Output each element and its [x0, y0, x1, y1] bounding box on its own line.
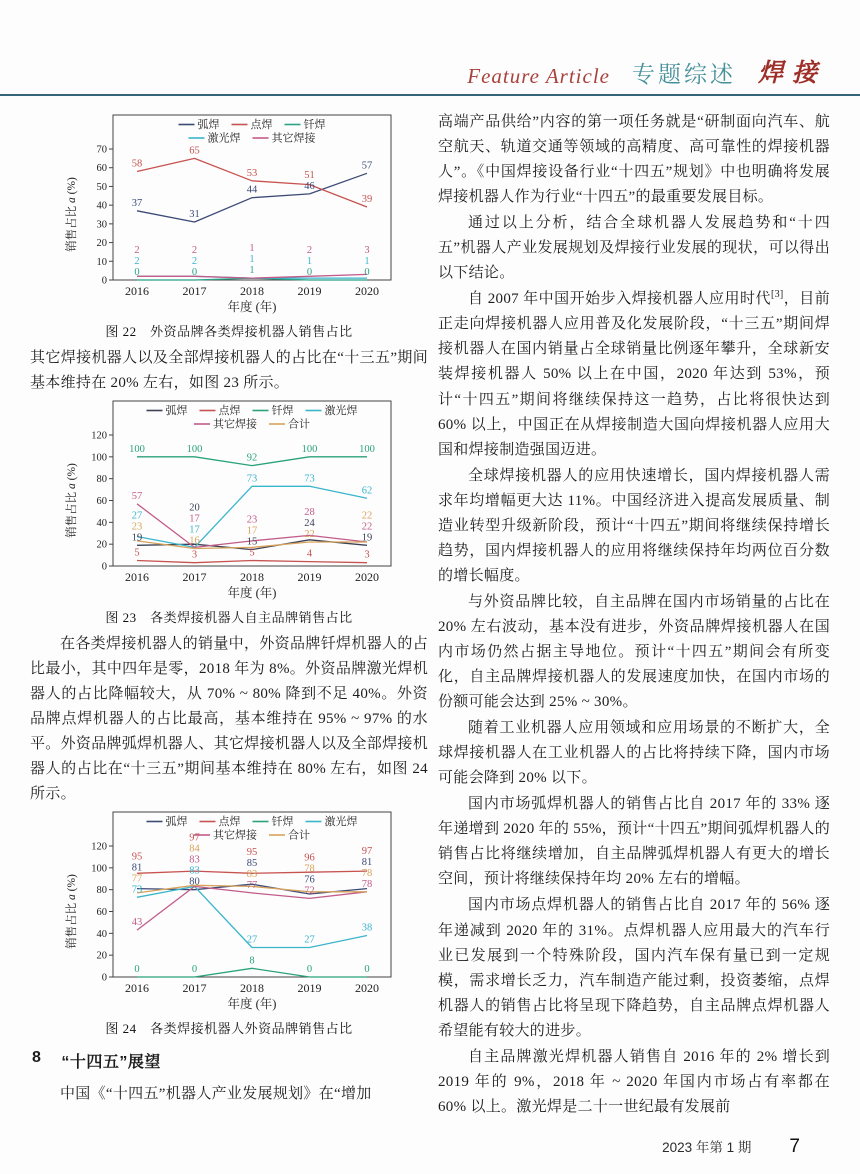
section-number: 8 [32, 1049, 42, 1067]
svg-text:2019: 2019 [297, 981, 322, 996]
svg-text:合计: 合计 [288, 418, 310, 431]
svg-text:57: 57 [361, 160, 373, 172]
svg-text:0: 0 [134, 267, 140, 278]
svg-text:0: 0 [306, 964, 313, 976]
svg-text:1: 1 [364, 256, 370, 267]
svg-text:2: 2 [306, 245, 313, 256]
svg-text:53: 53 [246, 167, 258, 179]
svg-text:1: 1 [249, 265, 255, 277]
svg-text:100: 100 [91, 863, 107, 875]
svg-text:2020: 2020 [355, 284, 379, 298]
svg-text:15: 15 [246, 536, 258, 548]
figure-22-caption: 图 22 外资品牌各类焊接机器人销售占比 [105, 324, 353, 339]
figure-23 [30, 398, 428, 626]
svg-text:77: 77 [246, 880, 258, 892]
svg-text:28: 28 [304, 507, 315, 519]
svg-text:100: 100 [359, 443, 375, 455]
citation-ref: [3] [770, 289, 784, 301]
svg-text:年度 (年): 年度 (年) [227, 586, 277, 601]
svg-text:点焊: 点焊 [218, 405, 241, 418]
svg-text:激光焊: 激光焊 [324, 816, 358, 829]
svg-text:22: 22 [361, 510, 373, 522]
svg-text:3: 3 [364, 245, 370, 256]
svg-text:100: 100 [129, 443, 145, 455]
svg-text:4: 4 [306, 548, 313, 560]
svg-text:81: 81 [131, 862, 143, 874]
svg-text:22: 22 [304, 529, 315, 541]
svg-text:2019: 2019 [297, 284, 322, 298]
svg-text:钎焊: 钎焊 [271, 816, 294, 829]
svg-text:17: 17 [189, 524, 200, 536]
svg-text:23: 23 [246, 514, 258, 526]
svg-text:65: 65 [189, 145, 200, 157]
svg-text:51: 51 [304, 169, 315, 181]
svg-text:19: 19 [361, 532, 373, 544]
svg-text:83: 83 [189, 866, 200, 878]
svg-text:100: 100 [301, 443, 318, 455]
svg-text:2016: 2016 [125, 284, 149, 298]
svg-text:16: 16 [189, 535, 200, 547]
svg-text:2016: 2016 [125, 981, 149, 996]
left-column [30, 110, 428, 1121]
svg-text:2020: 2020 [355, 570, 379, 585]
right-column [438, 110, 830, 1121]
svg-text:2: 2 [191, 245, 198, 256]
svg-text:120: 120 [91, 430, 107, 442]
svg-text:20: 20 [189, 502, 200, 514]
svg-text:5: 5 [249, 547, 255, 559]
paragraph: 国内市场弧焊机器人的销售占比自 2017 年的 33% 逐年递增到 2020 年的 55%，预计“十四五”期间弧焊机器人的销售占比将继续增加，自主品牌弧焊机器人有更大的增长空间，预计将继续保持年均 20% 左右的增幅。 [438, 796, 830, 888]
svg-text:弧焊: 弧焊 [165, 405, 188, 418]
paragraph [438, 287, 830, 462]
svg-text:0: 0 [191, 267, 198, 278]
paragraph: 与外资品牌比较，自主品牌在国内市场销量的占比在 20% 左右波动，基本没有进步，外资品牌焊接机器人在国内市场仍然占据主导地位。预计“十四五”期间会有所变化，自主品牌焊接机器人的发展速度加快，在国内市场的份额可能会达到 25% ~ 30%。 [438, 593, 830, 711]
paragraph: 随着工业机器人应用领域和应用场景的不断扩大，全球焊接机器人在工业机器人的占比将持续下降，国内市场可能会降到 20% 以下。 [438, 720, 830, 787]
svg-text:60: 60 [96, 496, 107, 508]
svg-text:57: 57 [131, 490, 143, 502]
svg-text:2016: 2016 [125, 570, 149, 585]
svg-text:95: 95 [131, 851, 143, 863]
svg-text:钎焊: 钎焊 [303, 119, 326, 131]
svg-text:97: 97 [189, 833, 200, 845]
svg-text:弧焊: 弧焊 [197, 119, 220, 131]
svg-text:80: 80 [96, 474, 107, 486]
svg-text:50: 50 [96, 181, 107, 193]
svg-text:73: 73 [304, 473, 315, 485]
page-content [0, 96, 860, 1121]
svg-text:2: 2 [134, 245, 140, 256]
svg-text:0: 0 [101, 275, 107, 287]
svg-text:10: 10 [96, 256, 107, 268]
svg-text:39: 39 [361, 194, 373, 205]
svg-text:72: 72 [304, 885, 315, 897]
svg-text:2018: 2018 [240, 284, 264, 298]
page-header [0, 0, 860, 96]
svg-text:17: 17 [246, 525, 258, 537]
issue-label: 2023 年第 1 期 [662, 1140, 752, 1155]
svg-text:弧焊: 弧焊 [165, 816, 188, 829]
svg-text:年度 (年): 年度 (年) [227, 300, 277, 314]
svg-text:销售占比 a (%): 销售占比 a (%) [66, 874, 78, 950]
svg-text:80: 80 [189, 877, 200, 889]
svg-text:2018: 2018 [240, 570, 264, 585]
svg-text:76: 76 [304, 874, 315, 886]
paragraph: 其它焊接机器人以及全部焊接机器人的占比在“十三五”期间基本维持在 20% 左右，如图 23 所示。 [30, 350, 428, 392]
svg-text:27: 27 [304, 934, 315, 946]
svg-text:24: 24 [304, 518, 315, 530]
svg-text:2017: 2017 [182, 284, 207, 298]
svg-text:2019: 2019 [297, 570, 322, 585]
svg-text:1: 1 [249, 243, 255, 255]
svg-text:1: 1 [306, 256, 313, 267]
svg-text:80: 80 [96, 885, 107, 897]
svg-text:3: 3 [364, 549, 370, 561]
svg-text:销售占比 a (%): 销售占比 a (%) [66, 463, 78, 538]
paragraph: 在各类焊接机器人的销量中，外资品牌钎焊机器人的占比最小，其中四年是零，2018 年为 8%。外资品牌激光焊机器人的占比降幅较大，从 70% ~ 80% 降到不足 40%。外资品牌点焊机器人的占比最高，基本维持在 95% ~ 97% 的水平。外资品牌弧焊机器人、其它焊接机器人以及全部焊接机器人的占比在“十三五”期间基本维持在 80% 左右，如图 24 所示。 [30, 636, 428, 803]
svg-text:78: 78 [361, 868, 373, 880]
svg-text:1: 1 [249, 254, 255, 266]
svg-text:70: 70 [96, 144, 107, 156]
svg-text:37: 37 [131, 197, 143, 209]
paragraph: 中国《“十四五”机器人产业发展规划》在“增加 [60, 1086, 372, 1103]
svg-text:100: 100 [186, 443, 203, 455]
svg-text:点焊: 点焊 [218, 816, 241, 829]
page-footer [662, 1136, 800, 1158]
svg-text:100: 100 [91, 452, 107, 464]
svg-text:年度 (年): 年度 (年) [227, 997, 277, 1012]
svg-text:85: 85 [246, 858, 258, 870]
svg-text:120: 120 [91, 841, 107, 853]
feature-article-label: Feature Article [467, 64, 610, 88]
chart-foreign-brand-share [63, 809, 395, 1015]
section-title: “十四五”展望 [61, 1054, 161, 1072]
svg-text:2020: 2020 [355, 981, 379, 996]
svg-text:95: 95 [246, 847, 258, 859]
svg-text:17: 17 [189, 513, 200, 525]
svg-text:0: 0 [306, 267, 313, 278]
svg-text:2017: 2017 [182, 570, 207, 585]
svg-text:27: 27 [131, 510, 143, 522]
svg-text:97: 97 [361, 846, 373, 858]
paragraph-text: ，目前正走向焊接机器人应用普及化发展阶段，“十三五”期间焊接机器人在国内销量占全球销量比例逐年攀升，全球新安装焊接机器人 50% 以上在中国，2020 年达到 53%，预计“十四五”期间将继续保持这一趋势，占比将很快达到 60% 以上，中国正在从焊接制造大国向焊接机器人应用大国和焊接制造强国迈进。 [438, 291, 830, 458]
paragraph: 通过以上分析，结合全球机器人发展趋势和“十四五”机器人产业发展规划及焊接行业发展的现状，可以得出以下结论。 [438, 215, 830, 282]
svg-text:84: 84 [189, 844, 200, 856]
svg-text:2017: 2017 [182, 981, 207, 996]
svg-text:60: 60 [96, 907, 107, 919]
svg-text:83: 83 [246, 869, 258, 881]
svg-text:0: 0 [101, 972, 107, 984]
section-heading [32, 1049, 428, 1072]
svg-text:0: 0 [191, 964, 198, 976]
svg-text:30: 30 [96, 219, 107, 231]
figure-23-caption: 图 23 各类焊接机器人自主品牌销售占比 [105, 610, 353, 626]
svg-text:19: 19 [131, 532, 143, 544]
svg-text:钎焊: 钎焊 [271, 405, 294, 418]
svg-text:2: 2 [191, 256, 198, 267]
svg-text:46: 46 [304, 180, 315, 192]
svg-text:合计: 合计 [288, 829, 310, 842]
paragraph: 国内市场点焊机器人的销售占比自 2017 年的 56% 逐年递减到 2020 年的 31%。点焊机器人应用最大的汽车行业已发展到一个特殊阶段，国内汽车保有量已到一定规模，需求增长乏力，汽车制造产能过剩，投资萎缩，点焊机器人的销售占比将呈现下降趋势，自主品牌点焊机器人希望能有较大的进步。 [438, 897, 830, 1039]
svg-text:43: 43 [131, 917, 143, 929]
svg-text:58: 58 [131, 158, 143, 170]
svg-text:8: 8 [249, 955, 255, 967]
svg-text:0: 0 [101, 561, 107, 573]
svg-text:点焊: 点焊 [250, 119, 273, 131]
svg-text:96: 96 [304, 852, 315, 864]
svg-text:81: 81 [361, 857, 373, 869]
svg-text:38: 38 [361, 922, 373, 934]
svg-text:62: 62 [361, 485, 373, 497]
svg-text:83: 83 [189, 855, 200, 867]
svg-text:其它焊接: 其它焊接 [213, 829, 257, 842]
svg-text:20: 20 [96, 238, 107, 250]
svg-text:60: 60 [96, 163, 107, 175]
svg-text:0: 0 [364, 267, 370, 278]
column-title: 专题综述 [631, 62, 736, 87]
journal-logo: 焊接 [757, 60, 826, 87]
svg-text:激光焊: 激光焊 [324, 405, 358, 418]
svg-text:40: 40 [96, 517, 107, 529]
svg-text:31: 31 [189, 209, 200, 220]
svg-text:销售占比 a (%): 销售占比 a (%) [66, 177, 78, 252]
svg-text:2018: 2018 [240, 981, 264, 996]
svg-text:40: 40 [96, 929, 107, 941]
svg-text:22: 22 [361, 521, 373, 533]
svg-text:92: 92 [246, 452, 258, 464]
svg-text:77: 77 [131, 873, 143, 885]
svg-text:20: 20 [96, 539, 107, 551]
svg-text:其它焊接: 其它焊接 [271, 132, 316, 145]
chart-foreign-brand-by-type [63, 112, 395, 318]
paragraph-text: 自 2007 年中国开始步入焊接机器人应用时代 [468, 291, 771, 308]
figure-24-caption: 图 24 各类焊接机器人外资品牌销售占比 [105, 1021, 353, 1037]
chart-domestic-brand-share [63, 398, 395, 604]
figure-22 [30, 112, 428, 340]
paragraph: 全球焊接机器人的应用快速增长，国内焊接机器人需求年均增幅更大达 11%。中国经济进入提高发展质量、制造业转型升级新阶段，预计“十四五”期间将继续保持增长趋势，国内焊接机器人的应用将继续保持年均两位百分数的增长幅度。 [438, 467, 830, 584]
svg-text:23: 23 [131, 521, 143, 533]
svg-text:5: 5 [134, 547, 140, 559]
svg-text:78: 78 [304, 863, 315, 875]
svg-text:78: 78 [361, 879, 373, 891]
page-number: 7 [789, 1136, 800, 1157]
svg-text:27: 27 [246, 934, 258, 946]
svg-text:3: 3 [191, 549, 198, 561]
paragraph: 高端产品供给”内容的第一项任务就是“研制面向汽车、航空航天、轨道交通等领域的高精度、高可靠性的焊接机器人”。《中国焊接设备行业“十四五”规划》中也明确将发展焊接机器人作为行业“十四五”的最重要发展目标。 [438, 114, 830, 206]
svg-text:0: 0 [134, 964, 140, 976]
svg-text:20: 20 [96, 951, 107, 963]
svg-text:其它焊接: 其它焊接 [213, 418, 257, 431]
svg-text:2: 2 [134, 256, 140, 267]
svg-text:73: 73 [246, 473, 258, 485]
svg-text:激光焊: 激光焊 [207, 132, 241, 145]
svg-text:44: 44 [246, 184, 258, 196]
paragraph: 自主品牌激光焊机器人销售自 2016 年的 2% 增长到 2019 年的 9%，2018 年 ~ 2020 年国内市场占有率都在 60% 以上。激光焊是二十一世纪最有发展前 [438, 1048, 830, 1115]
figure-24 [30, 809, 428, 1037]
svg-text:40: 40 [96, 200, 107, 212]
svg-text:0: 0 [364, 964, 370, 976]
svg-text:73: 73 [131, 884, 143, 896]
